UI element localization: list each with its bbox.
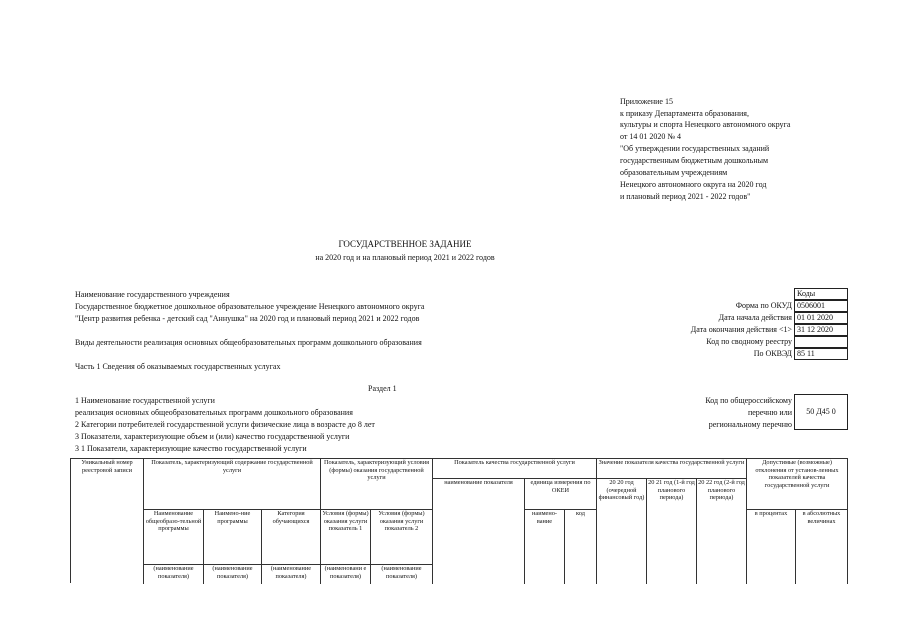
- quality-table: [70, 458, 848, 583]
- code-label-okud: Форма по ОКУД: [735, 301, 792, 310]
- appendix-line: государственным бюджетным дошкольным: [620, 156, 769, 165]
- document-title: ГОСУДАРСТВЕННОЕ ЗАДАНИЕ: [338, 239, 472, 249]
- registry-label-line3: региональному перечню: [708, 420, 792, 429]
- header-indicator-placeholder: (наименование показателя): [204, 565, 262, 584]
- code-label-start-date: Дата начала действия: [718, 313, 792, 322]
- service-name-label: 1 Наименование государственной услуги: [75, 396, 215, 405]
- appendix-line: Приложение 15: [620, 97, 673, 106]
- code-value-start-date: 01 01 2020: [794, 312, 848, 324]
- header-registry-number: Уникальный номер реестровой записи: [71, 459, 144, 584]
- header-indicator-placeholder: (наименование показателя): [371, 565, 433, 584]
- appendix-line: от 14 01 2020 № 4: [620, 132, 682, 141]
- header-quality-indicator: Показатель качества государственной услуги: [433, 459, 597, 479]
- code-value-okved: 85 11: [794, 348, 848, 360]
- code-value-registry: [794, 336, 848, 348]
- appendix-line: культуры и спорта Ненецкого автономного округа: [620, 120, 791, 129]
- part-heading: Часть 1 Сведения об оказываемых государственных услугах: [75, 362, 281, 371]
- section-heading: Раздел 1: [368, 384, 397, 393]
- header-year-plan1: 20 21 год (1-й год планового периода): [647, 479, 697, 584]
- header-quality-values: Значение показателя качества государственной услуги: [597, 459, 747, 479]
- code-label-end-date: Дата окончания действия <1>: [690, 325, 792, 334]
- appendix-line: "Об утверждении государственных заданий: [620, 144, 770, 153]
- header-indicator-placeholder: (наименовани е показателя): [321, 565, 371, 584]
- document-subtitle: на 2020 год и на плановый период 2021 и 2022 годов: [315, 253, 495, 262]
- registry-label-line1: Код по общероссийскому: [705, 396, 792, 405]
- header-service-conditions: Показатель, характеризующий условия (формы) оказания государственной услуги: [321, 459, 433, 510]
- appendix-line: образовательным учреждениям: [620, 168, 728, 177]
- header-indicator-placeholder: (наименование показателя): [262, 565, 321, 584]
- institution-label: Наименование государственного учреждения: [75, 290, 230, 299]
- header-indicator-name: наименование показателя: [433, 479, 525, 584]
- header-year-plan2: 20 22 год (2-й год планового периода): [697, 479, 747, 584]
- header-deviation-percent: в процентах: [747, 510, 796, 584]
- service-indicators: 3 Показатели, характеризующие объем и (или) качество государственной услуги: [75, 432, 350, 441]
- header-unit-okei: единица измерения по ОКЕИ: [525, 479, 597, 510]
- header-indicator-placeholder: (наименование показателя): [144, 565, 204, 584]
- header-deviation-absolute: в абсолютных величинах: [796, 510, 848, 584]
- registry-code-value: 50 Д45 0: [794, 394, 848, 430]
- header-program-name: Наименование общеобразо-тельной программы: [144, 510, 204, 565]
- institution-name-line1: Государственное бюджетное дошкольное образовательное учреждение Ненецкого автономного округа: [75, 302, 425, 311]
- service-quality: 3 1 Показатели, характеризующие качество государственной услуги: [75, 444, 307, 453]
- header-program: Наимено-ние программы: [204, 510, 262, 565]
- code-value-end-date: 31 12 2020: [794, 324, 848, 336]
- appendix-line: и плановый период 2021 - 2022 годов": [620, 192, 751, 201]
- header-condition-2: Условия (формы) оказания услуги показатель 2: [371, 510, 433, 565]
- header-year-current: 20 20 год (очередной финансовый год): [597, 479, 647, 584]
- header-allowed-deviation: Допустимые (возможные) отклонения от установ-ленных показателей качества государственной услуги: [747, 459, 848, 510]
- code-value-okud: 0506001: [794, 300, 848, 312]
- service-categories: 2 Категории потребителей государственной услуги физические лица в возрасте до 8 лет: [75, 420, 375, 429]
- service-name-value: реализация основных общеобразовательных программ дошкольного образования: [75, 408, 353, 417]
- header-condition-1: Условия (формы) оказания услуги показатель 1: [321, 510, 371, 565]
- header-service-content: Показатель, характеризующий содержание государственной услуги: [144, 459, 321, 510]
- institution-name-line2: "Центр развития ребенка - детский сад "Аннушка" на 2020 год и плановый период 2021 и 2022 годов: [75, 314, 420, 323]
- header-unit-code: код: [565, 510, 597, 584]
- code-label-registry: Код по сводному реестру: [706, 337, 792, 346]
- header-unit-name: наимено-вание: [525, 510, 565, 584]
- code-label-okved: По ОКВЭД: [753, 349, 792, 358]
- appendix-line: к приказу Департамента образования,: [620, 109, 749, 118]
- registry-label-line2: перечню или: [747, 408, 792, 417]
- codes-header: Коды: [794, 288, 848, 300]
- appendix-line: Ненецкого автономного округа на 2020 год: [620, 180, 767, 189]
- header-student-category: Категория обучающихся: [262, 510, 321, 565]
- activity-type: Виды деятельности реализация основных общеобразовательных программ дошкольного образования: [75, 338, 422, 347]
